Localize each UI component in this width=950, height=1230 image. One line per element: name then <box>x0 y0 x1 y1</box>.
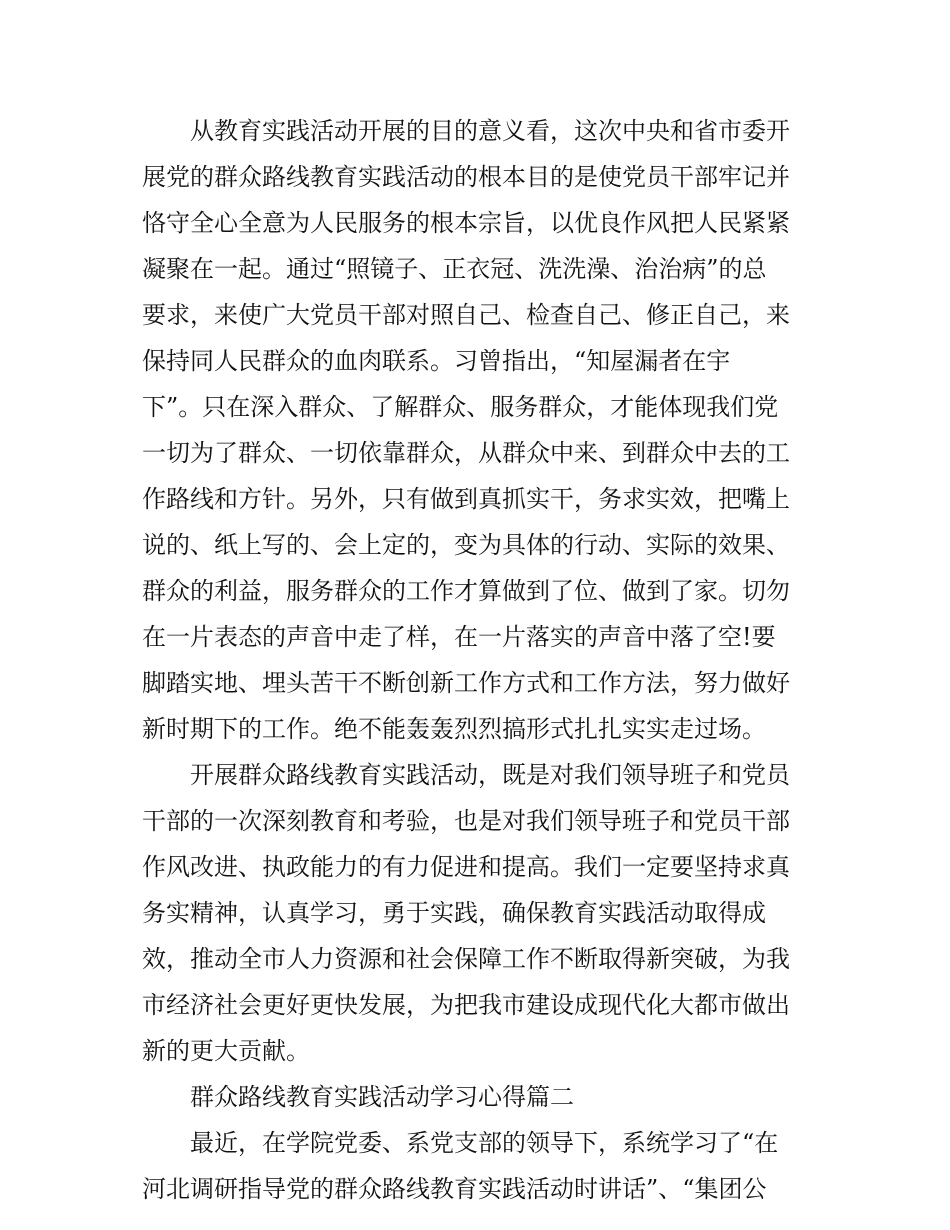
paragraph-2-line-7: 新的更大贡献。 <box>142 1037 310 1065</box>
paragraph-2-line-5: 效，推动全市人力资源和社会保障工作不断取得新突破，为我 <box>142 945 790 973</box>
paragraph-1-line-8: 一切为了群众、一切依靠群众，从群众中来、到群众中去的工 <box>142 439 790 467</box>
paragraph-1-line-12: 在一片表态的声音中走了样，在一片落实的声音中落了空!要 <box>142 623 776 651</box>
paragraph-2-line-3: 作风改进、执政能力的有力促进和提高。我们一定要坚持求真 <box>142 853 790 881</box>
paragraph-1-line-9: 作路线和方针。另外，只有做到真抓实干，务求实效，把嘴上 <box>142 485 790 513</box>
paragraph-3-line-1: 最近，在学院党委、系党支部的领导下，系统学习了“在 <box>190 1129 779 1157</box>
paragraph-3-line-2: 河北调研指导党的群众路线教育实践活动时讲话”、“集团公 <box>142 1175 767 1203</box>
paragraph-1-line-3: 恪守全心全意为人民服务的根本宗旨，以优良作风把人民紧紧 <box>142 209 790 237</box>
paragraph-2-line-1: 开展群众路线教育实践活动，既是对我们领导班子和党员 <box>190 761 790 789</box>
paragraph-2-line-6: 市经济社会更好更快发展，为把我市建设成现代化大都市做出 <box>142 991 790 1019</box>
section-heading: 群众路线教育实践活动学习心得篇二 <box>190 1083 574 1111</box>
paragraph-1-line-11: 群众的利益，服务群众的工作才算做到了位、做到了家。切勿 <box>142 577 790 605</box>
paragraph-1-line-14: 新时期下的工作。绝不能轰轰烈烈搞形式扎扎实实走过场。 <box>142 715 766 743</box>
paragraph-1-line-4: 凝聚在一起。通过“照镜子、正衣冠、洗洗澡、治治病”的总 <box>142 255 767 283</box>
paragraph-1-line-10: 说的、纸上写的、会上定的，变为具体的行动、实际的效果、 <box>142 531 790 559</box>
paragraph-1-line-6: 保持同人民群众的血肉联系。习曾指出，“知屋漏者在宇 <box>142 347 731 375</box>
paragraph-1-line-13: 脚踏实地、埋头苦干不断创新工作方式和工作方法，努力做好 <box>142 669 790 697</box>
paragraph-1-line-1: 从教育实践活动开展的目的意义看，这次中央和省市委开 <box>190 117 790 145</box>
paragraph-1-line-7: 下”。只在深入群众、了解群众、服务群众，才能体现我们党 <box>142 393 779 421</box>
paragraph-2-line-4: 务实精神，认真学习，勇于实践，确保教育实践活动取得成 <box>142 899 766 927</box>
paragraph-1-line-2: 展党的群众路线教育实践活动的根本目的是使党员干部牢记并 <box>142 163 790 191</box>
paragraph-1-line-5: 要求，来使广大党员干部对照自己、检查自己、修正自己，来 <box>142 301 790 329</box>
paragraph-2-line-2: 干部的一次深刻教育和考验，也是对我们领导班子和党员干部 <box>142 807 790 835</box>
